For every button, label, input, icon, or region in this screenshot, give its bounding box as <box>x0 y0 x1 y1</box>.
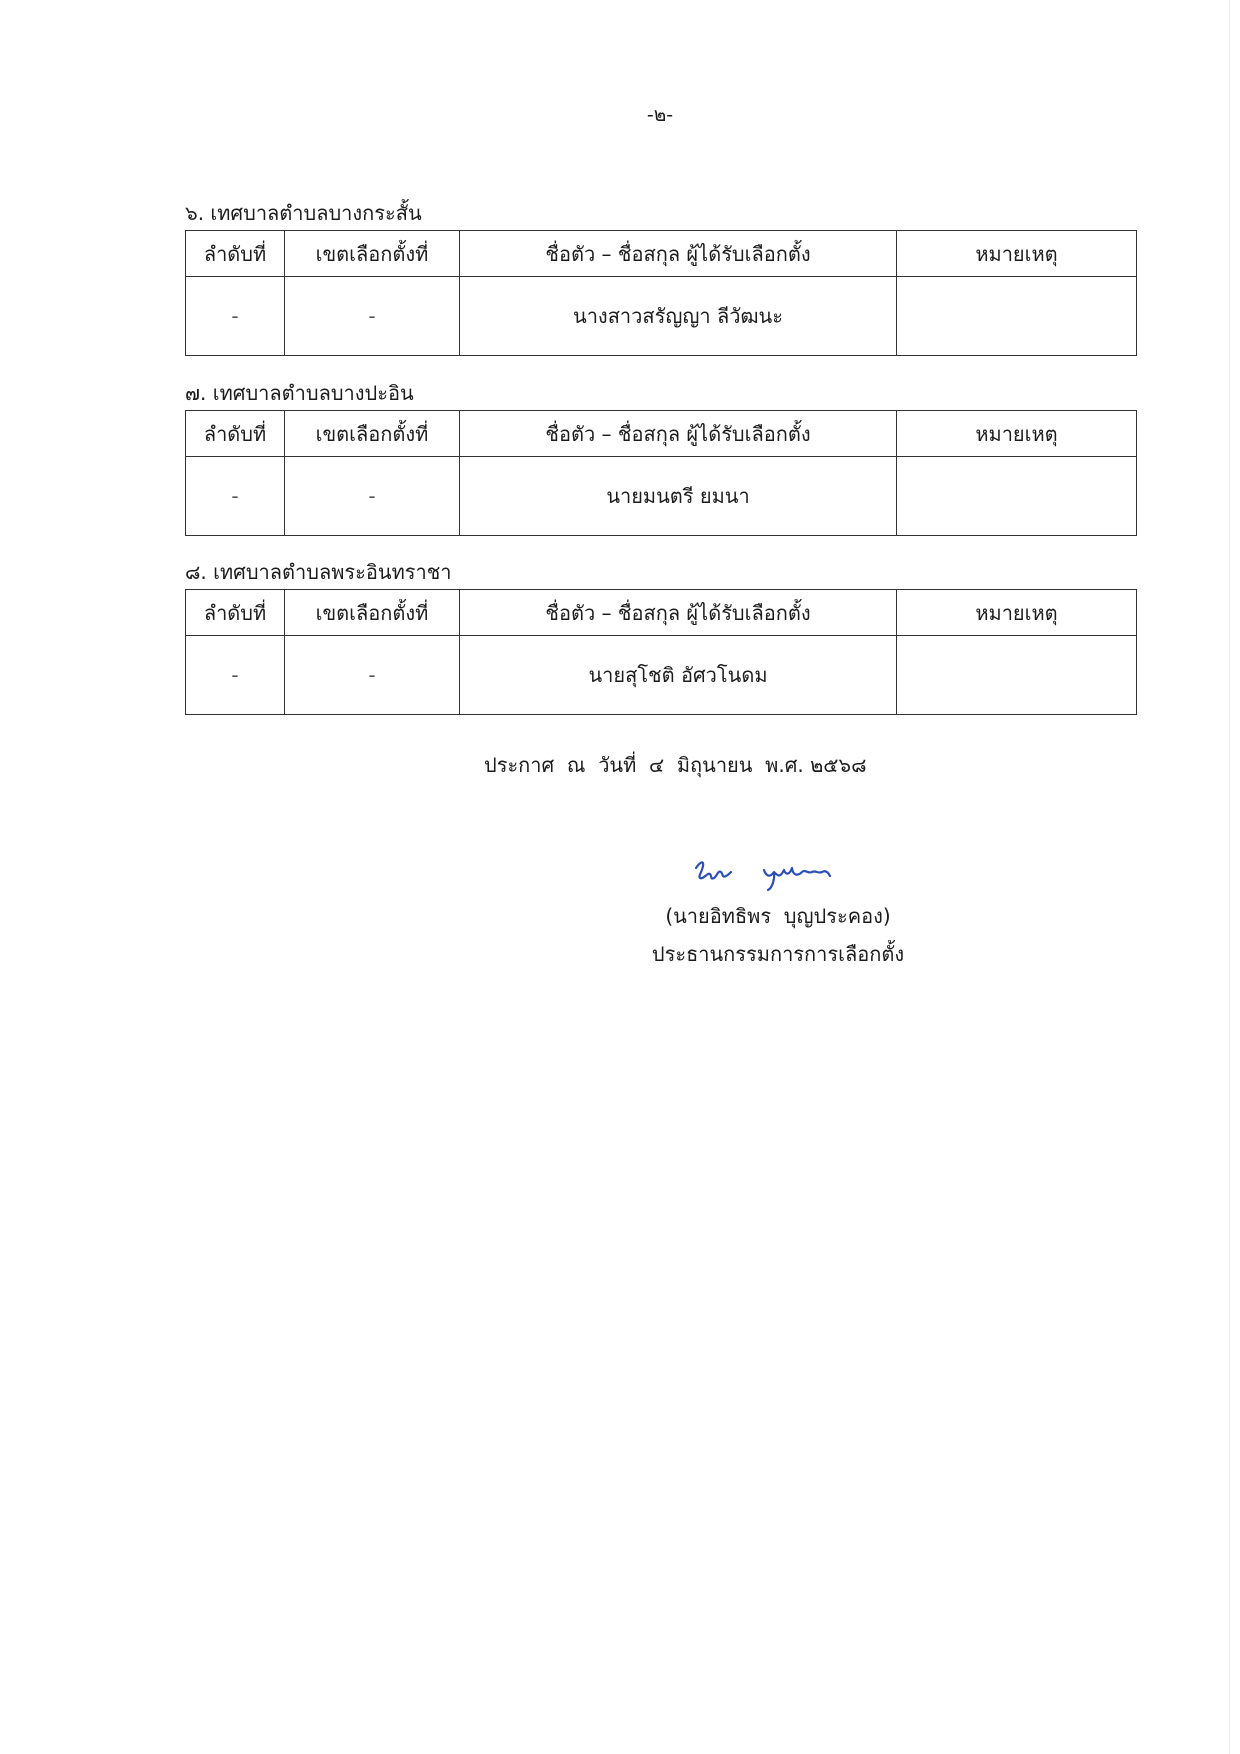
table-header-row <box>186 231 1137 277</box>
header-district: เขตเลือกตั้งที่ <box>285 590 460 636</box>
cell-remark <box>897 636 1137 715</box>
table-header-row <box>186 411 1137 457</box>
cell-name: นางสาวสรัญญา ลีวัฒนะ <box>460 277 897 356</box>
signer-position: ประธานกรรมการการเลือกตั้ง <box>651 942 905 966</box>
header-remark: หมายเหตุ <box>897 411 1137 457</box>
cell-order: - <box>186 457 285 536</box>
header-name: ชื่อตัว – ชื่อสกุล ผู้ได้รับเลือกตั้ง <box>460 590 897 636</box>
section-title: ๘. เทศบาลตำบลพระอินทราชา <box>185 560 452 584</box>
section-title: ๗. เทศบาลตำบลบางปะอิน <box>185 381 414 405</box>
table-row <box>186 457 1137 536</box>
cell-district: - <box>285 636 460 715</box>
header-order: ลำดับที่ <box>186 590 285 636</box>
header-remark: หมายเหตุ <box>897 590 1137 636</box>
header-name: ชื่อตัว – ชื่อสกุล ผู้ได้รับเลือกตั้ง <box>460 411 897 457</box>
signer-name: (นายอิทธิพร บุญประคอง) <box>665 904 891 928</box>
signature-stroke-second <box>764 868 830 890</box>
table-header-row <box>186 590 1137 636</box>
section-6 <box>185 200 1136 356</box>
table-row <box>186 636 1137 715</box>
page-number: -๒- <box>646 104 674 126</box>
cell-district: - <box>285 277 460 356</box>
result-table <box>185 410 1137 536</box>
page-edge <box>1229 0 1230 1754</box>
header-district: เขตเลือกตั้งที่ <box>285 231 460 277</box>
cell-order: - <box>186 277 285 356</box>
section-title: ๖. เทศบาลตำบลบางกระสั้น <box>185 201 422 225</box>
cell-order: - <box>186 636 285 715</box>
cell-name: นายมนตรี ยมนา <box>460 457 897 536</box>
header-remark: หมายเหตุ <box>897 231 1137 277</box>
header-order: ลำดับที่ <box>186 231 285 277</box>
cell-district: - <box>285 457 460 536</box>
header-order: ลำดับที่ <box>186 411 285 457</box>
header-name: ชื่อตัว – ชื่อสกุล ผู้ได้รับเลือกตั้ง <box>460 231 897 277</box>
section-7 <box>185 380 1136 536</box>
cell-name: นายสุโชติ อัศวโนดม <box>460 636 897 715</box>
section-8 <box>185 559 1136 715</box>
announcement-date: ประกาศ ณ วันที่ ๔ มิถุนายน พ.ศ. ๒๕๖๘ <box>484 753 867 777</box>
cell-remark <box>897 457 1137 536</box>
signature-stroke-first <box>696 862 731 878</box>
cell-remark <box>897 277 1137 356</box>
header-district: เขตเลือกตั้งที่ <box>285 411 460 457</box>
result-table <box>185 230 1137 356</box>
result-table <box>185 589 1137 715</box>
table-row <box>186 277 1137 356</box>
signature-image <box>690 850 870 892</box>
